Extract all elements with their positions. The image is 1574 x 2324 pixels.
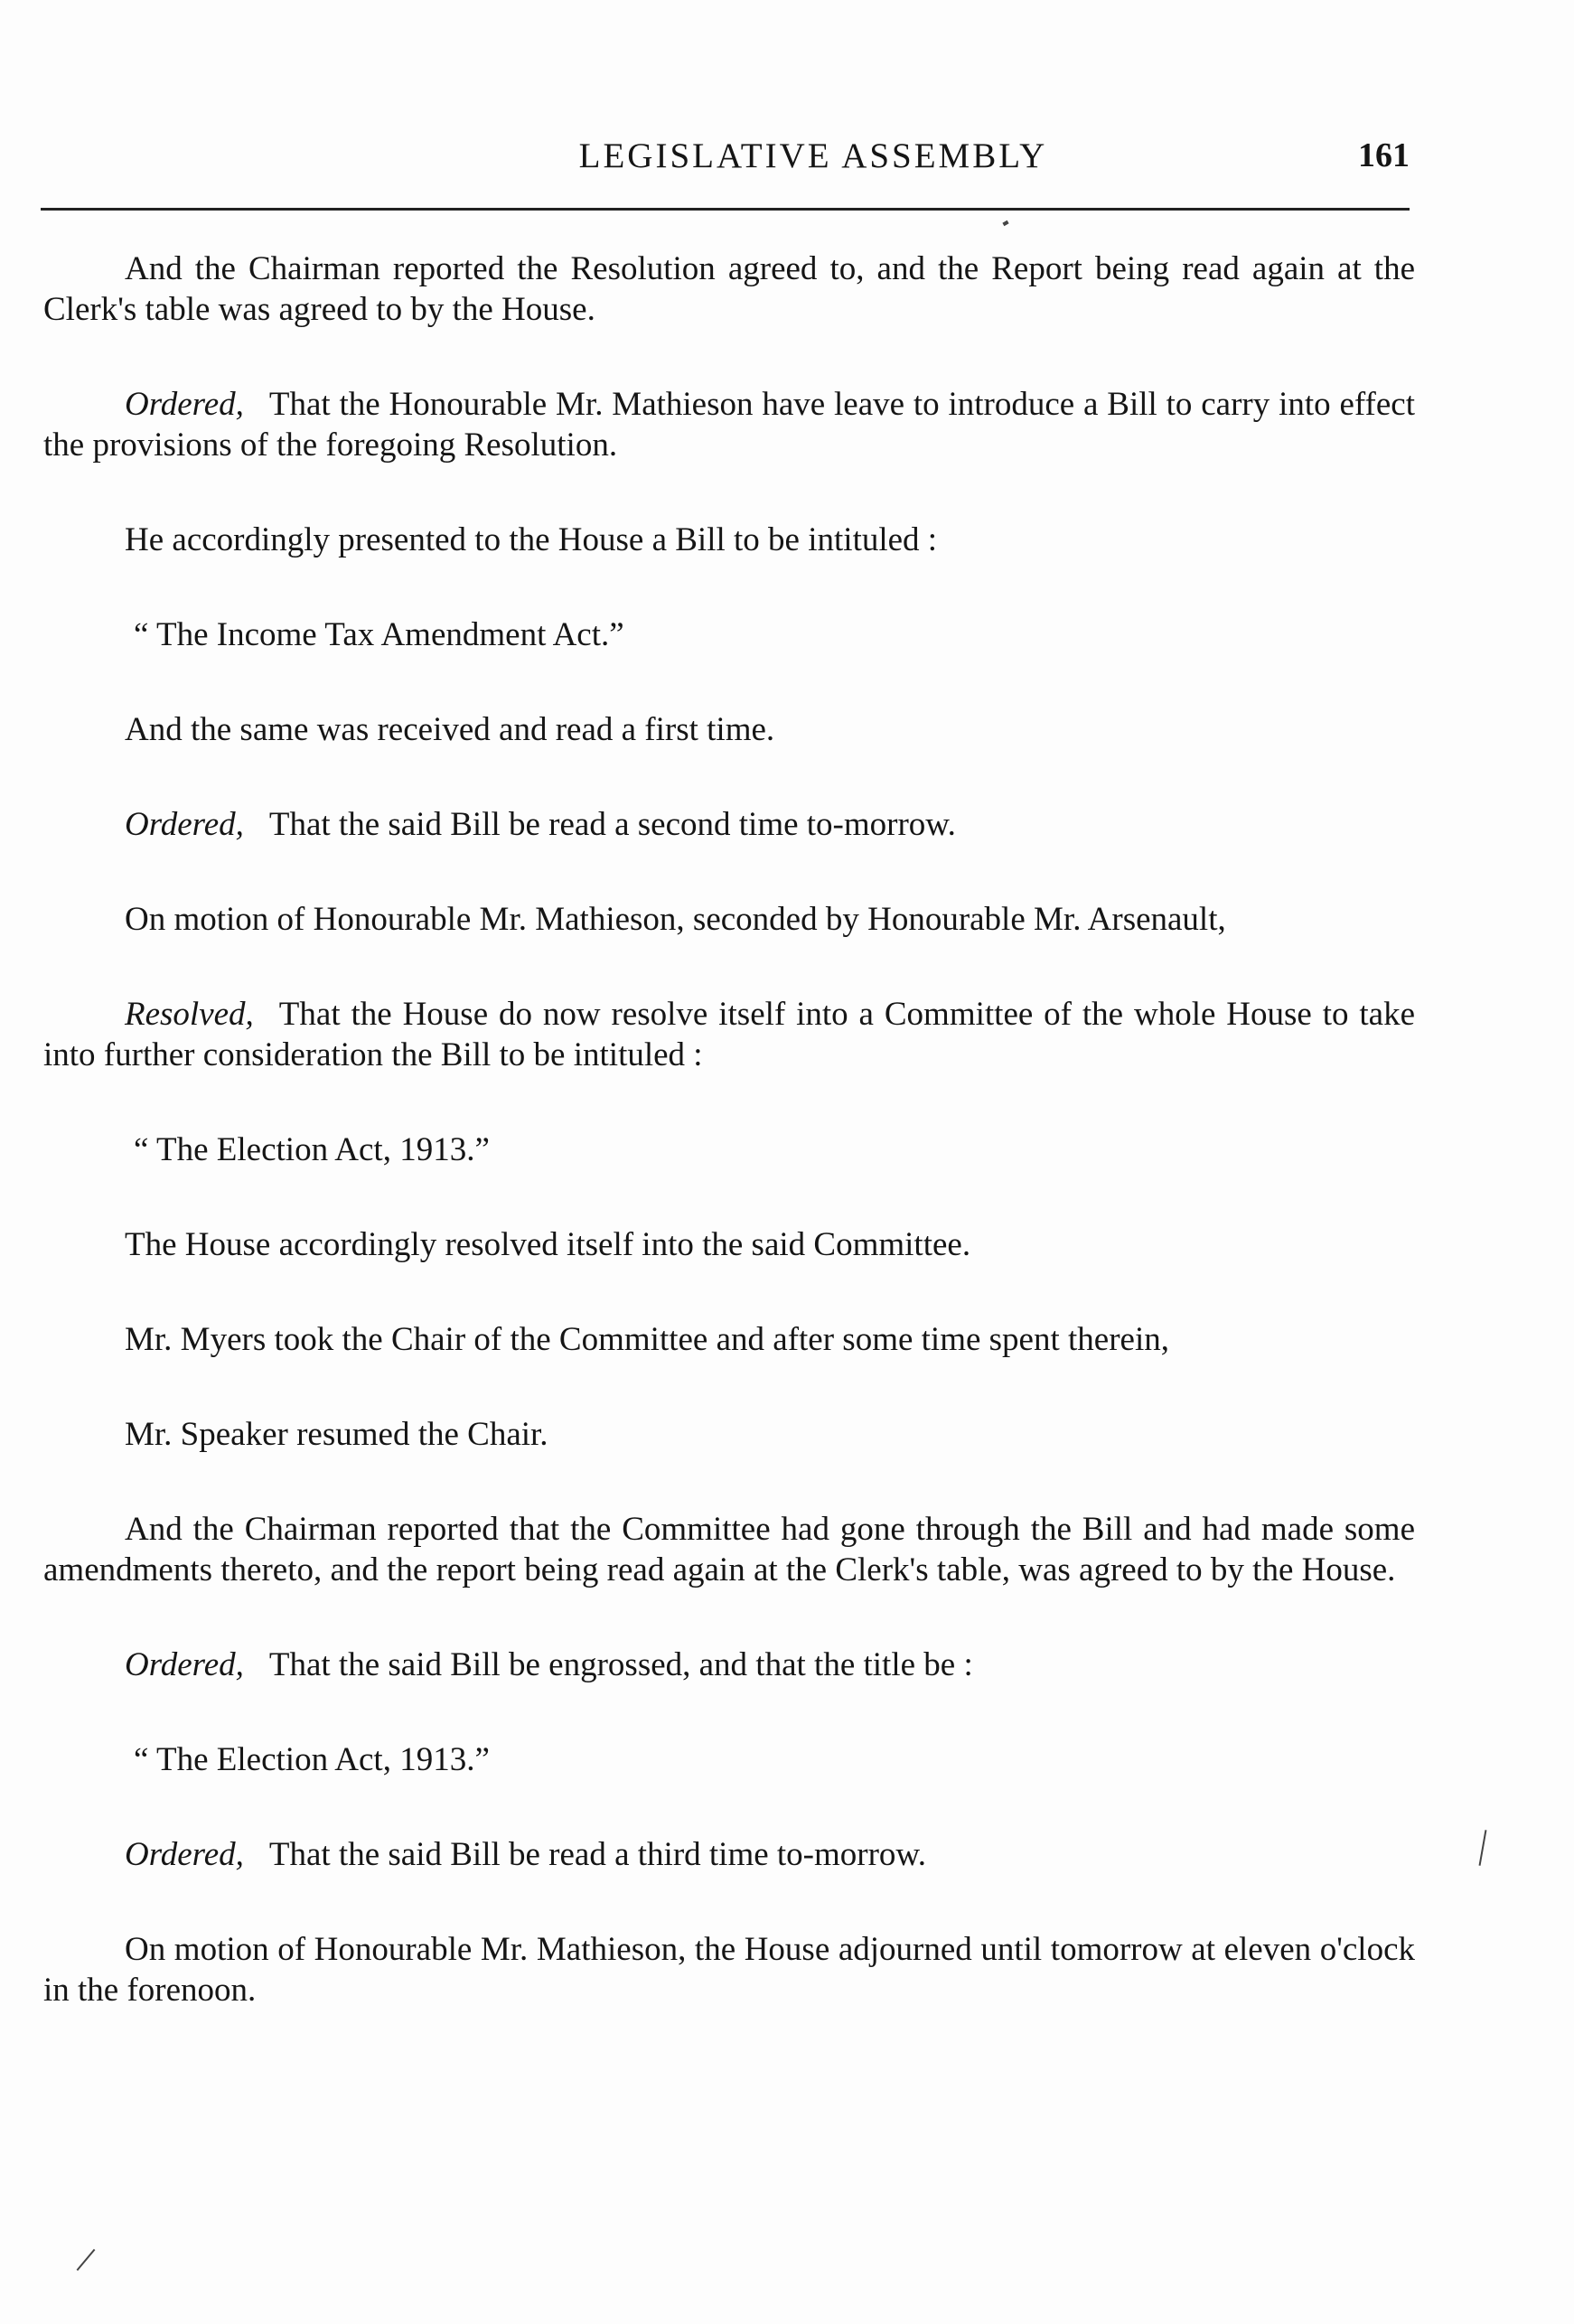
paragraph-ordered-second-reading (43, 804, 1415, 845)
paragraph-first-reading (43, 709, 1415, 750)
paragraph-text: “ The Election Act, 1913.” (134, 1741, 490, 1778)
paragraph-text: That the said Bill be engrossed, and that the title be : (268, 1646, 973, 1683)
paragraph-lead: Ordered, (125, 1836, 244, 1873)
paragraph-text: Mr. Myers took the Chair of the Committee and after some time spent therein, (125, 1321, 1169, 1358)
paragraph-presented-bill (43, 520, 1415, 560)
paragraph-motion (43, 899, 1415, 940)
paragraph-bill-title (43, 1739, 1415, 1780)
paragraph-lead: Resolved, (125, 996, 254, 1033)
paragraph-bill-title (43, 614, 1415, 655)
paragraph-text: “ The Income Tax Amendment Act.” (134, 616, 624, 653)
paragraph-adjournment (43, 1929, 1415, 2010)
page-header (36, 136, 1410, 181)
header-rule (41, 208, 1410, 211)
paragraph-ordered-engrossed (43, 1645, 1415, 1685)
paragraph-bill-title (43, 1129, 1415, 1170)
paragraph-resolved (43, 994, 1415, 1075)
paragraph-text: And the Chairman reported the Resolution agreed to, and the Report being read again at the Clerk's table was agreed to by the House. (43, 250, 1415, 328)
scan-speck (77, 2249, 96, 2271)
scan-speck (1002, 220, 1008, 226)
paragraph-text: “ The Election Act, 1913.” (134, 1131, 490, 1168)
paragraph-text: He accordingly presented to the House a Bill to be intituled : (125, 521, 938, 558)
paragraph-committee (43, 1224, 1415, 1265)
paragraph-text: Mr. Speaker resumed the Chair. (125, 1416, 548, 1453)
paragraph-text: And the Chairman reported that the Committee had gone through the Bill and had made some amendments thereto, and the report being read again at the Clerk's table, was agreed to by the House. (43, 1511, 1415, 1588)
journal-body (43, 248, 1415, 2065)
paragraph-committee-report (43, 1509, 1415, 1590)
paragraph-ordered-leave (43, 384, 1415, 465)
paragraph-chair-taken (43, 1319, 1415, 1360)
scan-speck (1479, 1830, 1487, 1866)
paragraph-text: That the House do now resolve itself into a Committee of the whole House to take into further consideration the Bill to be intituled : (43, 996, 1415, 1073)
page-number: 161 (1358, 136, 1410, 174)
paragraph-speaker-resumed (43, 1414, 1415, 1455)
paragraph-text: The House accordingly resolved itself into the said Committee. (125, 1226, 971, 1263)
paragraph-text: That the Honourable Mr. Mathieson have leave to introduce a Bill to carry into effect the provisions of the foregoing Resolution. (43, 386, 1415, 464)
paragraph-ordered-third-reading (43, 1834, 1415, 1875)
paragraph-text: On motion of Honourable Mr. Mathieson, the House adjourned until tomorrow at eleven o'clock in the forenoon. (43, 1931, 1415, 2009)
paragraph-lead: Ordered, (125, 806, 244, 843)
paragraph-text: That the said Bill be read a third time to-morrow. (268, 1836, 926, 1873)
running-head: LEGISLATIVE ASSEMBLY (578, 136, 1048, 175)
paragraph-lead: Ordered, (125, 386, 244, 423)
paragraph-chairman-report (43, 248, 1415, 330)
paragraph-text: And the same was received and read a first time. (125, 711, 775, 748)
paragraph-lead: Ordered, (125, 1646, 244, 1683)
paragraph-text: That the said Bill be read a second time to-morrow. (268, 806, 956, 843)
paragraph-text: On motion of Honourable Mr. Mathieson, seconded by Honourable Mr. Arsenault, (125, 901, 1226, 938)
